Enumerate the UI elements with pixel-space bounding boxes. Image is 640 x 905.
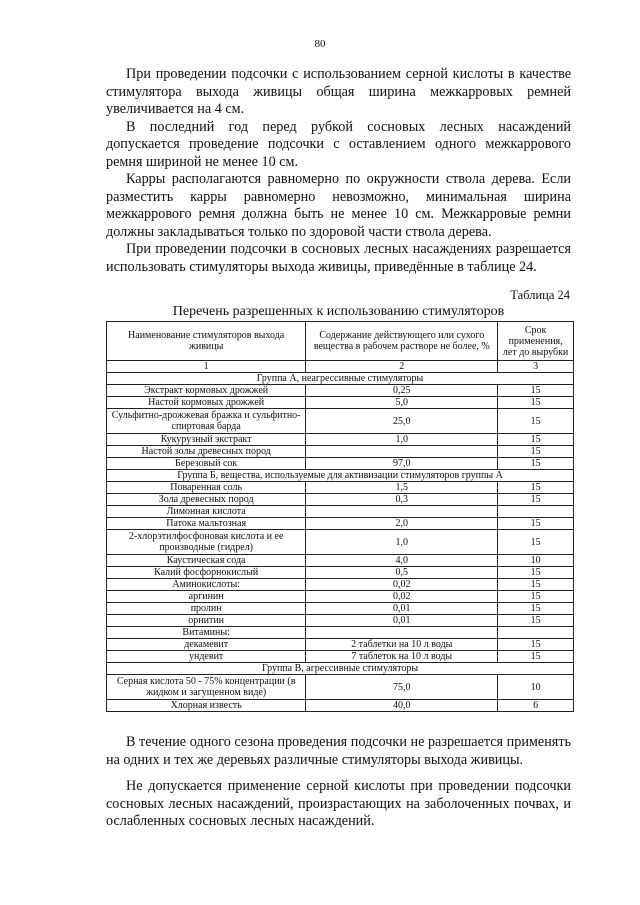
group-b-heading: Группа Б, вещества, используемые для активизации стимуляторов группы А <box>107 470 574 482</box>
group-row <box>107 470 574 482</box>
cell-name: ундевит <box>107 651 306 663</box>
cell-term: 15 <box>498 446 574 458</box>
cell-name: Калий фосфорнокислый <box>107 567 306 579</box>
cell-term: 15 <box>498 458 574 470</box>
cell-content: 0,5 <box>306 567 498 579</box>
cell-term: 15 <box>498 579 574 591</box>
cell-content: 1,0 <box>306 434 498 446</box>
cell-name: Поваренная соль <box>107 482 306 494</box>
cell-content: 0,01 <box>306 615 498 627</box>
paragraph: Карры располагаются равномерно по окружности ствола дерева. Если разместить карры равномерно невозможно, минимальная ширина межкаррового ремня должна быть не менее 10 см. Межкарровые ремни должны закладываться только по здоровой части ствола дерева. <box>106 171 571 240</box>
cell-name: Хлорная известь <box>107 700 306 712</box>
group-a-heading: Группа А, неагрессивные стимуляторы <box>107 373 574 385</box>
column-number: 2 <box>306 361 498 373</box>
paragraph: В последний год перед рубкой сосновых лесных насаждений допускается проведение подсочки с оставлением одного межкаррового ремня шириной не менее 10 см. <box>106 118 571 170</box>
cell-content: 7 таблеток на 10 л воды <box>306 651 498 663</box>
cell-name: Березовый сок <box>107 458 306 470</box>
table-row <box>107 397 574 409</box>
cell-content: 2,0 <box>306 518 498 530</box>
cell-name: Патока мальтозная <box>107 518 306 530</box>
cell-name: Каустическая сода <box>107 555 306 567</box>
cell-content: 0,3 <box>306 494 498 506</box>
cell-content: 2 таблетки на 10 л воды <box>306 639 498 651</box>
cell-name: Аминокислоты: <box>107 579 306 591</box>
cell-content: 75,0 <box>306 675 498 700</box>
cell-term: 15 <box>498 591 574 603</box>
column-number-row <box>107 361 574 373</box>
cell-content: 0,02 <box>306 591 498 603</box>
cell-term: 15 <box>498 651 574 663</box>
table-row <box>107 615 574 627</box>
table-row <box>107 700 574 712</box>
cell-term: 15 <box>498 530 574 555</box>
table-row <box>107 603 574 615</box>
column-number: 1 <box>107 361 306 373</box>
cell-term: 6 <box>498 700 574 712</box>
cell-term: 15 <box>498 397 574 409</box>
table-row <box>107 506 574 518</box>
cell-content: 40,0 <box>306 700 498 712</box>
cell-name: пролин <box>107 603 306 615</box>
cell-name: Витамины: <box>107 627 306 639</box>
cell-content: 4,0 <box>306 555 498 567</box>
cell-content <box>306 446 498 458</box>
table-row <box>107 627 574 639</box>
table-row <box>107 409 574 434</box>
table-row <box>107 530 574 555</box>
stimulators-table <box>106 321 574 712</box>
header-cell-name: Наименование стимуляторов выхода живицы <box>107 322 306 361</box>
group-row <box>107 373 574 385</box>
table-row <box>107 518 574 530</box>
header-cell-term: Срок применения, лет до вырубки <box>498 322 574 361</box>
table-row <box>107 458 574 470</box>
cell-name: Настой золы древесных пород <box>107 446 306 458</box>
cell-term: 15 <box>498 603 574 615</box>
table-row <box>107 591 574 603</box>
table-row <box>107 555 574 567</box>
table-row <box>107 675 574 700</box>
cell-content <box>306 627 498 639</box>
paragraph: При проведении подсочки в сосновых лесных насаждениях разрешается использовать стимуляторы выхода живицы, приведённые в таблице 24. <box>106 241 571 275</box>
paragraph: Не допускается применение серной кислоты при проведении подсочки сосновых лесных насаждений, произрастающих на заболоченных почвах, и ослабленных сосновых лесных насаждений. <box>106 778 571 829</box>
cell-name: декамевит <box>107 639 306 651</box>
cell-content: 0,01 <box>306 603 498 615</box>
table-header-row <box>107 322 574 361</box>
cell-term: 15 <box>498 385 574 397</box>
cell-term: 15 <box>498 434 574 446</box>
paragraph: При проведении подсочки с использованием серной кислоты в качестве стимулятора выхода живицы общая ширина межкарровых ремней увеличивается на 4 см. <box>106 66 571 117</box>
cell-name: орнитин <box>107 615 306 627</box>
outro-text <box>106 734 571 831</box>
paragraph: В течение одного сезона проведения подсочки не разрешается применять на одних и тех же деревьях различные стимуляторы выхода живицы. <box>106 734 571 768</box>
cell-term: 15 <box>498 639 574 651</box>
cell-name: Кукурузный экстракт <box>107 434 306 446</box>
cell-term: 15 <box>498 567 574 579</box>
cell-content: 0,02 <box>306 579 498 591</box>
table-row <box>107 651 574 663</box>
cell-term: 10 <box>498 555 574 567</box>
cell-name: Лимонная кислота <box>107 506 306 518</box>
cell-content: 97,0 <box>306 458 498 470</box>
cell-term: 15 <box>498 409 574 434</box>
header-cell-content: Содержание действующего или сухого вещества в рабочем растворе не более, % <box>306 322 498 361</box>
table-number-label: Таблица 24 <box>510 288 570 302</box>
table-row <box>107 385 574 397</box>
table-row <box>107 639 574 651</box>
table-row <box>107 446 574 458</box>
intro-text <box>106 66 571 276</box>
cell-term: 15 <box>498 494 574 506</box>
table-row <box>107 494 574 506</box>
table-title: Перечень разрешенных к использованию стимуляторов <box>172 304 505 319</box>
cell-term <box>498 506 574 518</box>
cell-content: 1,0 <box>306 530 498 555</box>
table-row <box>107 434 574 446</box>
cell-name: Настой кормовых дрожжей <box>107 397 306 409</box>
cell-content: 1,5 <box>306 482 498 494</box>
cell-content: 25,0 <box>306 409 498 434</box>
cell-term: 10 <box>498 675 574 700</box>
table-row <box>107 579 574 591</box>
cell-content: 0,25 <box>306 385 498 397</box>
group-c-heading: Группа В, агрессивные стимуляторы <box>107 663 574 675</box>
cell-name: 2-хлорэтилфосфоновая кислота и ее производные (гидрел) <box>107 530 306 555</box>
cell-name: аргинин <box>107 591 306 603</box>
table-row <box>107 567 574 579</box>
column-number: 3 <box>498 361 574 373</box>
table-row <box>107 482 574 494</box>
cell-term: 15 <box>498 615 574 627</box>
cell-term <box>498 627 574 639</box>
cell-content <box>306 506 498 518</box>
page-number: 80 <box>314 38 326 50</box>
group-row <box>107 663 574 675</box>
cell-name: Зола древесных пород <box>107 494 306 506</box>
cell-term: 15 <box>498 482 574 494</box>
cell-name: Экстракт кормовых дрожжей <box>107 385 306 397</box>
cell-name: Сульфитно-дрожжевая бражка и сульфитно-спиртовая барда <box>107 409 306 434</box>
cell-name: Серная кислота 50 - 75% концентрации (в жидком и загущенном виде) <box>107 675 306 700</box>
cell-content: 5,0 <box>306 397 498 409</box>
cell-term: 15 <box>498 518 574 530</box>
